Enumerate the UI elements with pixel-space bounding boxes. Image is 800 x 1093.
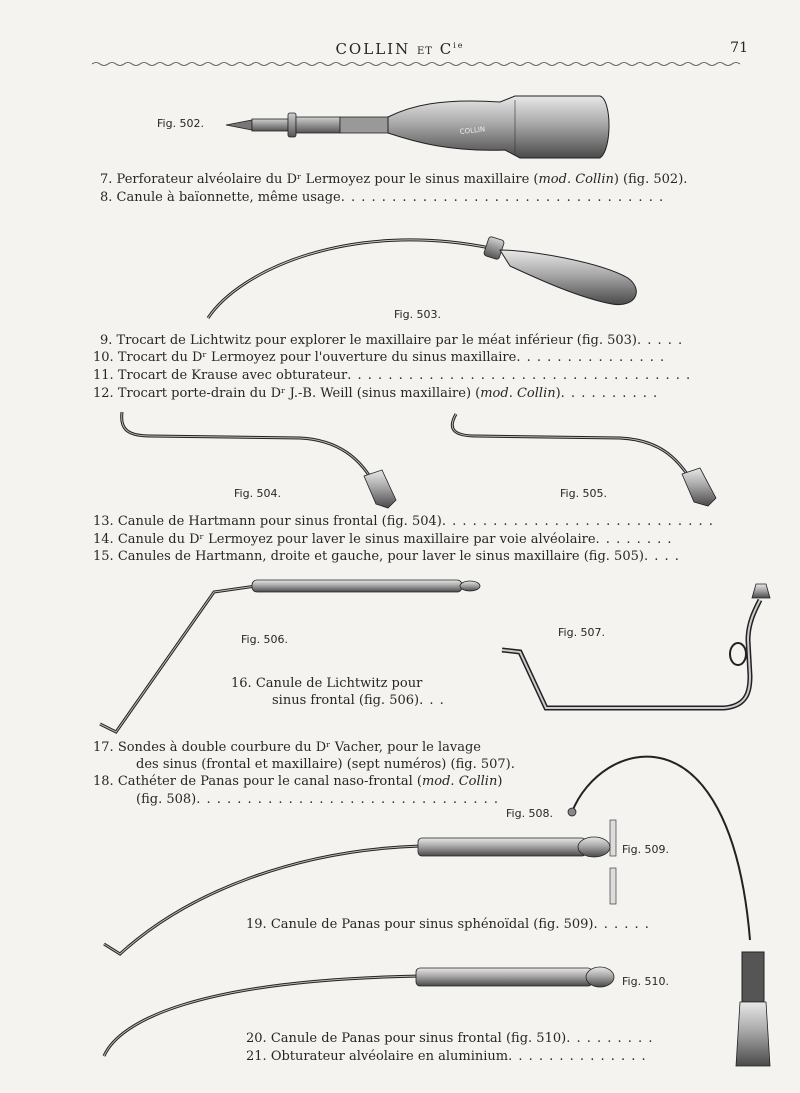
item-9: 9. Trocart de Lichtwitz pour explorer le maxillaire par le méat inférieur (fig. 503). . . . . (100, 333, 684, 348)
item-21: 21. Obturateur alvéolaire en aluminium. . . . . . . . . . . . . . (246, 1049, 647, 1064)
fig-508-catheter-drawing (568, 757, 770, 1066)
fig-502-engraving: COLLIN (459, 125, 486, 136)
item-19: 19. Canule de Panas pour sinus sphénoïdal (fig. 509). . . . . . (246, 917, 650, 932)
item-13: 13. Canule de Hartmann pour sinus frontal (fig. 504). . . . . . . . . . . . . . . . . . . . . . . . . . . (93, 514, 714, 529)
header-et: ET (416, 46, 433, 57)
fig-508-label: Fig. 508. (506, 807, 554, 820)
item-16-cont: sinus frontal (fig. 506). . . (272, 693, 445, 708)
fig-502-perforator-drawing (226, 96, 609, 158)
item-12: 12. Trocart porte-drain du Dʳ J.-B. Weill (sinus maxillaire) (mod. Collin). . . . . . . . . . (93, 386, 659, 401)
fig-506-cannula-drawing (100, 580, 480, 732)
header-suffix: C (439, 40, 454, 58)
item-18-cont: (fig. 508). . . . . . . . . . . . . . . . . . . . . . . . . . . . . . (136, 792, 500, 807)
fig-503-label: Fig. 503. (394, 308, 442, 321)
page-number: 71 (730, 40, 748, 56)
fig-507-probe-drawing (502, 584, 770, 708)
item-14: 14. Canule du Dʳ Lermoyez pour laver le sinus maxillaire par voie alvéolaire. . . . . . . . (93, 532, 673, 547)
fig-507-label: Fig. 507. (558, 626, 606, 639)
item-15: 15. Canules de Hartmann, droite et gauche, pour laver le sinus maxillaire (fig. 505). . . . (93, 549, 680, 564)
item-17-cont: des sinus (frontal et maxillaire) (sept numéros) (fig. 507). (136, 757, 515, 772)
fig-510-label: Fig. 510. (622, 975, 670, 988)
fig-506-label: Fig. 506. (241, 633, 289, 646)
item-18: 18. Cathéter de Panas pour le canal naso-frontal (mod. Collin) (93, 774, 503, 789)
fig-509-cannula-drawing (104, 837, 610, 954)
fig-505-label: Fig. 505. (560, 487, 608, 500)
header-brand: COLLIN (335, 40, 411, 58)
item-11: 11. Trocart de Krause avec obturateur. . . . . . . . . . . . . . . . . . . . . . . . . . . . . . . . . . (93, 368, 692, 383)
item-20: 20. Canule de Panas pour sinus frontal (fig. 510). . . . . . . . . (246, 1031, 654, 1046)
item-16: 16. Canule de Lichtwitz pour (231, 676, 423, 691)
item-10: 10. Trocart du Dʳ Lermoyez pour l'ouverture du sinus maxillaire. . . . . . . . . . . . . . . (93, 350, 666, 365)
fig-509-label: Fig. 509. (622, 843, 670, 856)
header-suffix-sup: ie (453, 41, 465, 50)
item-8: 8. Canule à baïonnette, même usage. . . . . . . . . . . . . . . . . . . . . . . . . . . . . . . . (100, 190, 665, 205)
fig-504-label: Fig. 504. (234, 487, 282, 500)
fig-502-label: Fig. 502. (157, 117, 205, 130)
item-17: 17. Sondes à double courbure du Dʳ Vacher, pour le lavage (93, 740, 481, 755)
fig-503-trocart-drawing (208, 236, 636, 318)
item-7: 7. Perforateur alvéolaire du Dʳ Lermoyez pour le sinus maxillaire (mod. Collin) (fig. 502). (100, 172, 688, 187)
